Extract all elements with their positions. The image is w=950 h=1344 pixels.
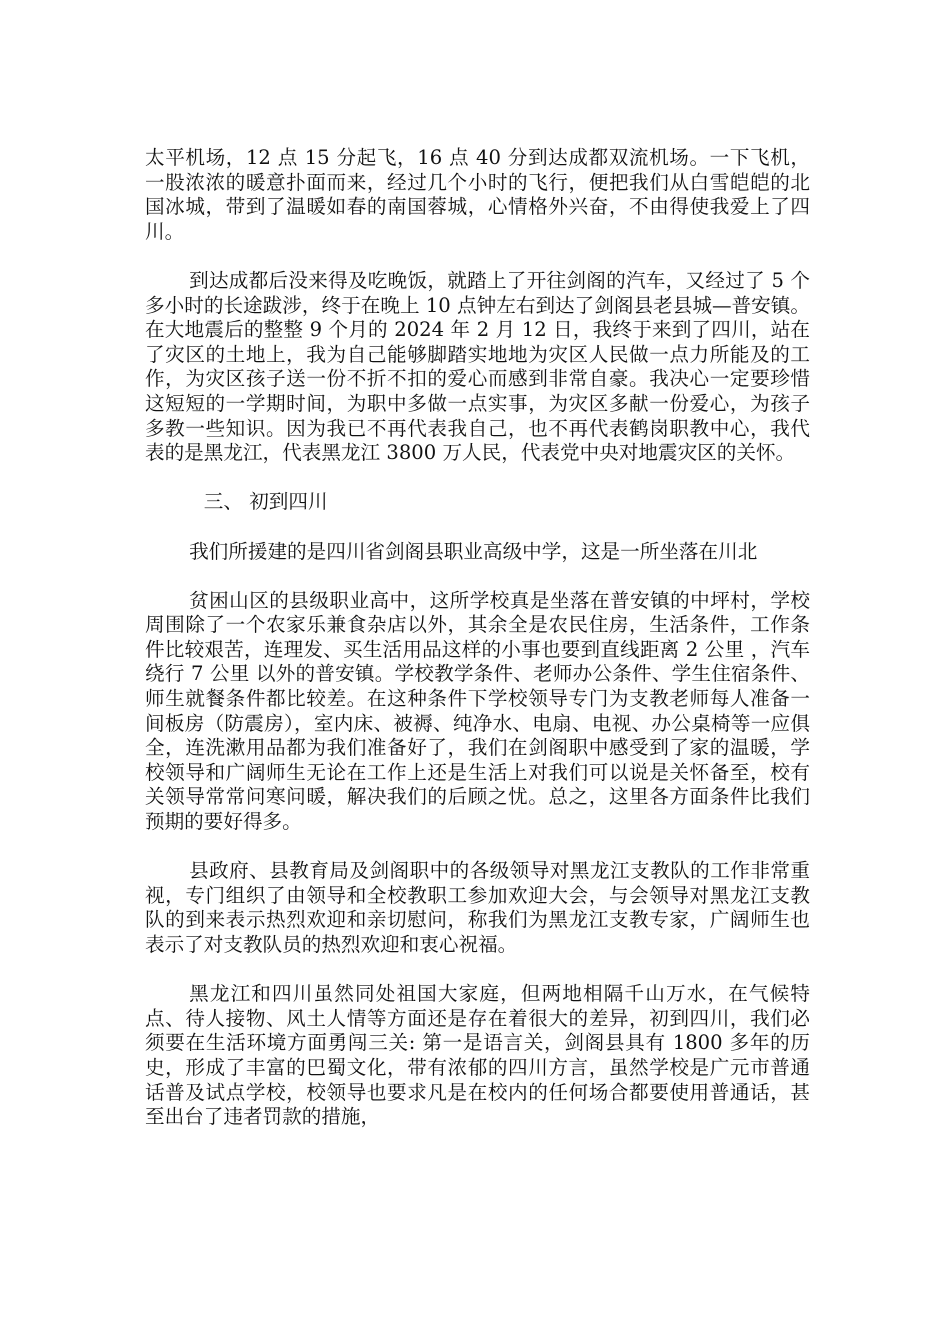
paragraph-welcome-meeting: 县政府、县教育局及剑阁职中的各级领导对黑龙江支教队的工作非常重视，专门组织了由领导和全校教职工参加欢迎大会，与会领导对黑龙江支教队的到来表示热烈欢迎和亲切慰问，称我们为黑龙江支教专家，广阔师生也表示了对支教队员的热烈欢迎和衷心祝福。 [145,859,810,956]
paragraph-school-conditions: 贫困山区的县级职业高中，这所学校真是坐落在普安镇的中坪村，学校周围除了一个农家乐兼食杂店以外，其余全是农民住房，生活条件，工作条件比较艰苦，连理发、买生活用品这样的小事也要到直线距离 2 公里 ，汽车绕行 7 公里 以外的普安镇。学校教学条件、老师办公条件、学生住宿条件、师生就餐条件都比较差。在这种条件下学校领导专门为支教老师每人准备一间板房（防震房），室内床、被褥、纯净水、电扇、电视、办公桌椅等一应俱全，连洗漱用品都为我们准备好了，我们在剑阁职中感受到了家的温暖，学校领导和广阔师生无论在工作上还是生活上对我们可以说是关怀备至，校有关领导常常问寒问暖，解决我们的后顾之忧。总之，这里各方面条件比我们预期的要好得多。 [145,588,810,834]
paragraph-school-intro: 我们所援建的是四川省剑阁县职业高级中学，这是一所坐落在川北 [189,539,758,563]
paragraph-journey-jiange: 到达成都后没来得及吃晚饭，就踏上了开往剑阁的汽车，又经过了 5 个多小时的长途跋涉，终于在晚上 10 点钟左右到达了剑阁县老县城—普安镇。在大地震后的整整 9 个月的 2024 年 2 月 12 日，我终于来到了四川，站在了灾区的土地上，我为自己能够脚踏实地地为灾区人民做一点力所能及的工作，为灾区孩子送一份不折不扣的爱心而感到非常自豪。我决心一定要珍惜这短短的一学期时间，为职中多做一点实事，为灾区多献一份爱心，为孩子多教一些知识。因为我已不再代表我自己，也不再代表鹤岗职教中心，我代表的是黑龙江，代表黑龙江 3800 万人民，代表党中央对地震灾区的关怀。 [145,268,810,465]
paragraph-differences: 黑龙江和四川虽然同处祖国大家庭，但两地相隔千山万水，在气候特点、待人接物、风土人情等方面还是存在着很大的差异，初到四川，我们必须要在生活环境方面勇闯三关: 第一是语言关，剑阁县具有 1800 多年的历史，形成了丰富的巴蜀文化，带有浓郁的四川方言，虽然学校是广元市普通话普及试点学校，校领导也要求凡是在校内的任何场合都要使用普通话，甚至出台了违者罚款的措施， [145,982,810,1129]
section-heading-first-arrival: 三、 初到四川 [203,490,328,514]
document-body [145,146,810,1154]
paragraph-arrival-chengdu: 太平机场，12 点 15 分起飞，16 点 40 分到达成都双流机场。一下飞机，一股浓浓的暖意扑面而来，经过几个小时的飞行，便把我们从白雪皑皑的北国冰城，带到了温暖如春的南国蓉城，心情格外兴奋，不由得使我爱上了四川。 [145,146,810,243]
